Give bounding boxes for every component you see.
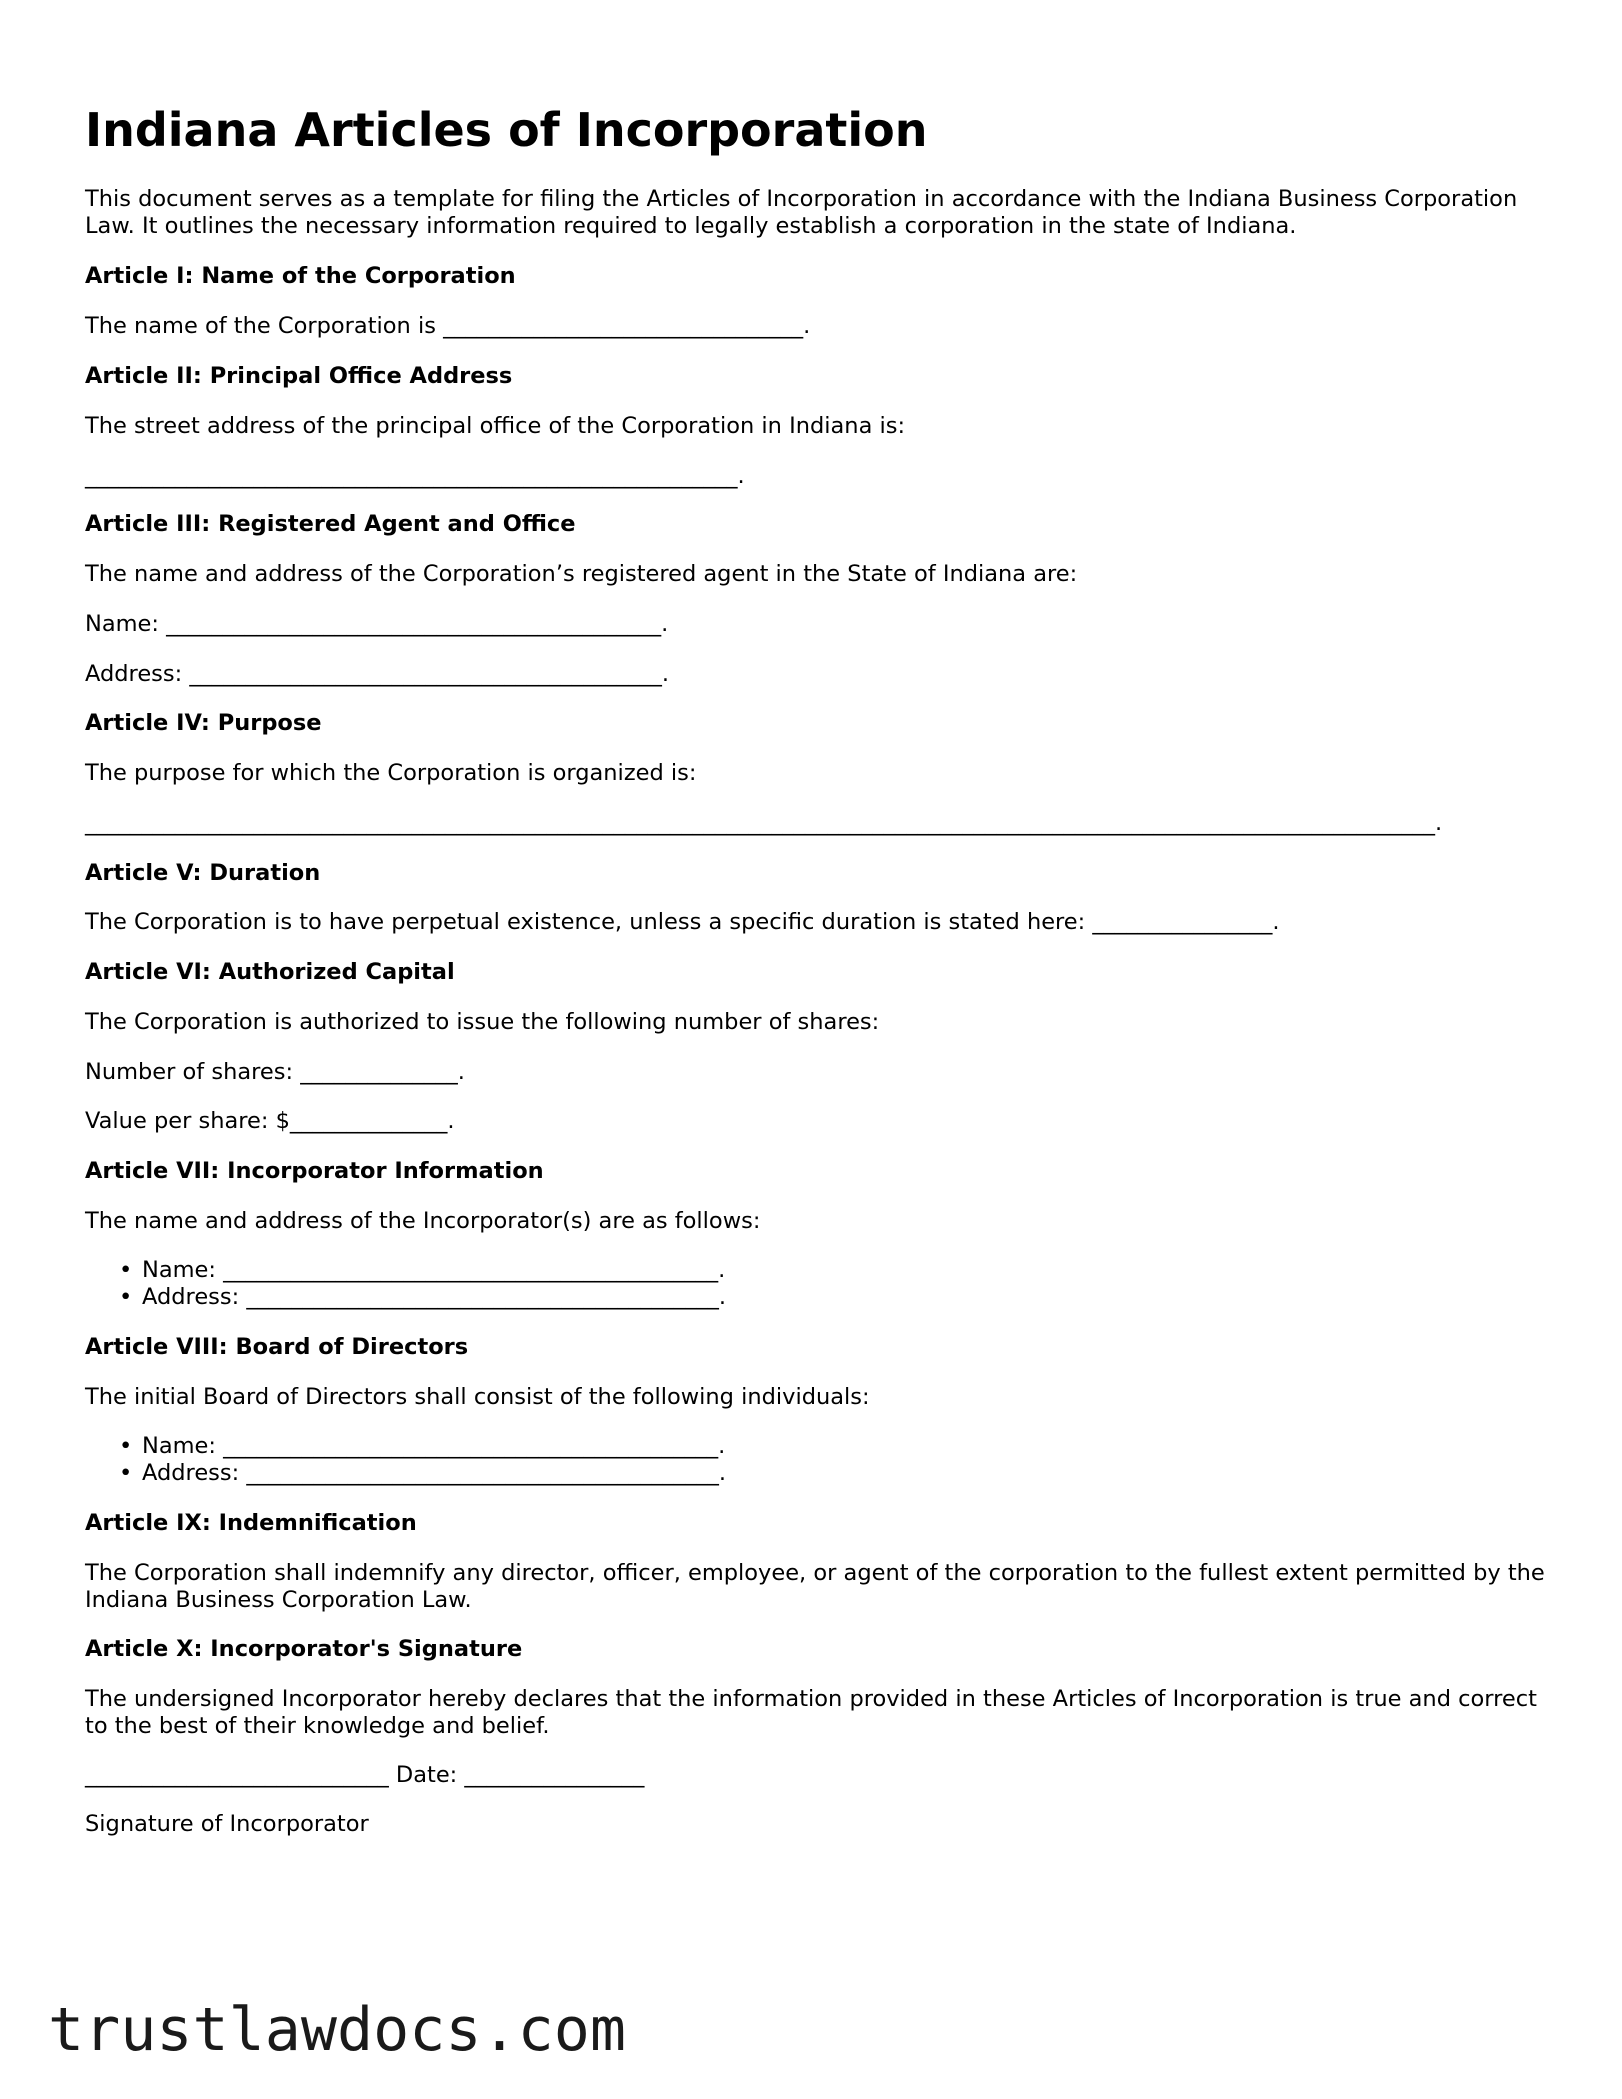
number-of-shares-line: Number of shares: ______________. [85, 1059, 465, 1085]
registered-agent-text: The name and address of the Corporation’s registered agent in the State of Indiana are: [85, 561, 1078, 587]
incorporator-name-item: • Name: ____________________________________________. [85, 1257, 726, 1284]
director-name-item: • Name: ____________________________________________. [85, 1433, 726, 1460]
corporation-name-line: The name of the Corporation is ________________________________. [85, 313, 811, 339]
article-9-heading: Article IX: Indemnification [85, 1510, 417, 1536]
director-address-item: • Address: __________________________________________. [85, 1460, 726, 1487]
capital-text: The Corporation is authorized to issue the following number of shares: [85, 1009, 880, 1035]
intro-paragraph: This document serves as a template for filing the Articles of Incorporation in accordance with the Indiana Business Corporation Law. It outlines the necessary information required to legally establish a corporation in the state of Indiana. [85, 186, 1518, 239]
incorporator-list [85, 1257, 726, 1311]
incorporator-address-item: • Address: __________________________________________. [85, 1284, 726, 1311]
purpose-blank: ________________________________________________________________________________________________________________________. [85, 810, 1443, 836]
board-list [85, 1433, 726, 1487]
incorporator-text: The name and address of the Incorporator(s) are as follows: [85, 1208, 761, 1234]
article-7-heading: Article VII: Incorporator Information [85, 1158, 544, 1184]
watermark-text: trustlawdocs.com [48, 1995, 626, 2065]
article-3-heading: Article III: Registered Agent and Office [85, 511, 576, 537]
purpose-text: The purpose for which the Corporation is organized is: [85, 760, 697, 786]
principal-office-text: The street address of the principal office of the Corporation in Indiana is: [85, 413, 906, 439]
article-10-heading: Article X: Incorporator's Signature [85, 1636, 523, 1662]
signature-caption: Signature of Incorporator [85, 1811, 369, 1837]
article-2-heading: Article II: Principal Office Address [85, 363, 513, 389]
article-8-heading: Article VIII: Board of Directors [85, 1334, 469, 1360]
article-4-heading: Article IV: Purpose [85, 710, 322, 736]
value-per-share-line: Value per share: $______________. [85, 1108, 455, 1134]
indemnification-text: The Corporation shall indemnify any director, officer, employee, or agent of the corporation to the fullest extent permitted by the Indiana Business Corporation Law. [85, 1560, 1545, 1613]
signature-date-line: ___________________________ Date: ________________ [85, 1762, 645, 1788]
board-text: The initial Board of Directors shall consist of the following individuals: [85, 1384, 870, 1410]
document-title: Indiana Articles of Incorporation [85, 103, 928, 157]
registered-agent-name-line: Name: ____________________________________________. [85, 611, 669, 637]
declaration-text: The undersigned Incorporator hereby declares that the information provided in these Articles of Incorporation is true and correct to the best of their knowledge and belief. [85, 1686, 1537, 1739]
principal-office-blank: __________________________________________________________. [85, 463, 745, 489]
article-1-heading: Article I: Name of the Corporation [85, 263, 516, 289]
article-6-heading: Article VI: Authorized Capital [85, 959, 455, 985]
article-5-heading: Article V: Duration [85, 860, 321, 886]
registered-agent-address-line: Address: __________________________________________. [85, 661, 669, 687]
duration-line: The Corporation is to have perpetual existence, unless a specific duration is stated here: ________________. [85, 909, 1280, 935]
